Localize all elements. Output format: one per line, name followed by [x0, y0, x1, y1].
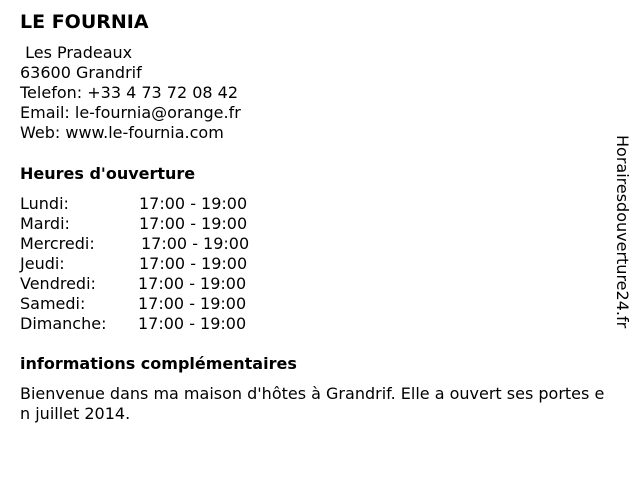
hours-row-thursday	[20, 254, 280, 274]
web-line: Web: www.le-fournia.com	[20, 123, 224, 142]
hours-row-wednesday	[20, 234, 280, 254]
info-heading: informations complémentaires	[20, 354, 297, 373]
day-label: Dimanche:	[20, 314, 107, 333]
time-range: 17:00 - 19:00	[139, 254, 248, 273]
day-label: Samedi:	[20, 294, 86, 313]
hours-row-saturday	[20, 294, 280, 314]
phone-line: Telefon: +33 4 73 72 08 42	[20, 83, 239, 102]
street-address: Les Pradeaux	[20, 43, 133, 62]
hours-row-friday	[20, 274, 280, 294]
email-line: Email: le-fournia@orange.fr	[20, 103, 241, 122]
time-range: 17:00 - 19:00	[138, 294, 247, 313]
time-range: 17:00 - 19:00	[141, 234, 250, 253]
time-range: 17:00 - 19:00	[138, 314, 247, 333]
day-label: Mercredi:	[20, 234, 95, 253]
business-name: LE FOURNIA	[20, 11, 149, 33]
hours-heading: Heures d'ouverture	[20, 164, 196, 183]
hours-row-sunday	[20, 314, 280, 334]
contact-block	[20, 43, 241, 143]
day-label: Mardi:	[20, 214, 70, 233]
time-range: 17:00 - 19:00	[139, 194, 248, 213]
day-label: Jeudi:	[20, 254, 65, 273]
time-range: 17:00 - 19:00	[139, 214, 248, 233]
time-range: 17:00 - 19:00	[138, 274, 247, 293]
info-description: Bienvenue dans ma maison d'hôtes à Grandrif. Elle a ouvert ses portes en juillet 2014.	[20, 384, 605, 423]
hours-table	[20, 194, 280, 334]
hours-row-tuesday	[20, 214, 280, 234]
day-label: Vendredi:	[20, 274, 96, 293]
city-address: 63600 Grandrif	[20, 63, 142, 82]
site-watermark: Horairesdouverture24.fr	[613, 135, 632, 329]
day-label: Lundi:	[20, 194, 69, 213]
hours-row-monday	[20, 194, 280, 214]
